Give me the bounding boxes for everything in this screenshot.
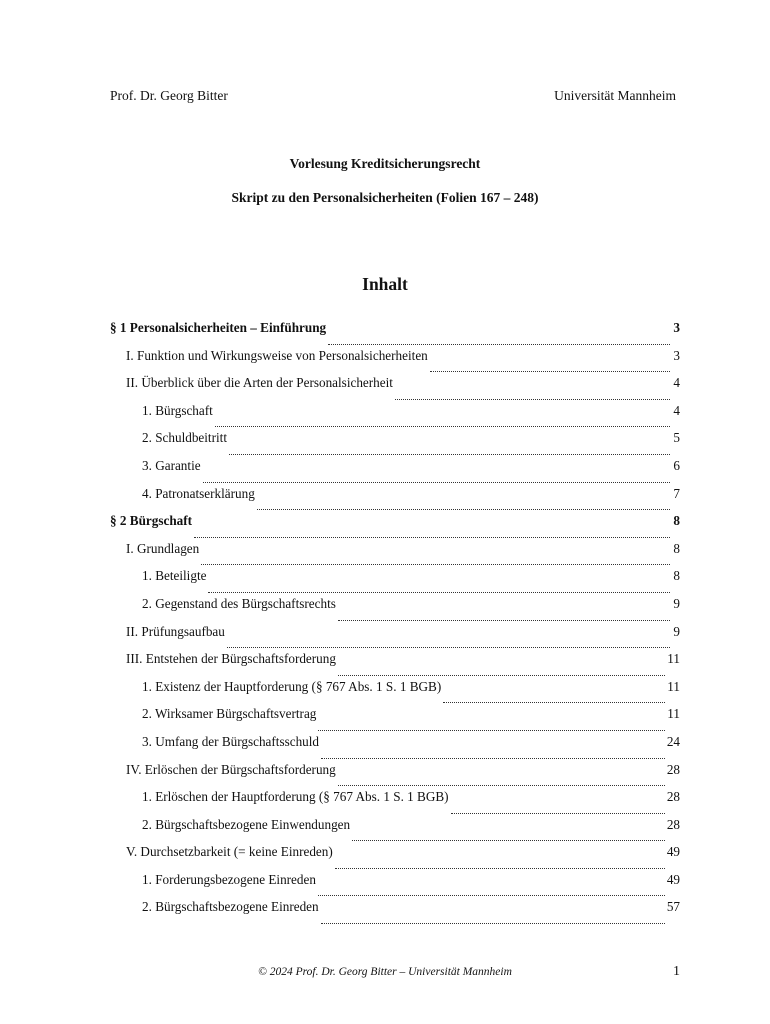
toc-dot-leader (257, 501, 670, 510)
toc-dot-leader (443, 694, 665, 703)
toc-entry[interactable] (110, 513, 680, 541)
toc-entry-label: 3. Garantie (142, 457, 201, 473)
toc-entry-label: III. Entstehen der Bürgschaftsforderung (126, 651, 336, 667)
toc-entry-page: 24 (666, 733, 680, 749)
toc-dot-leader (338, 612, 670, 621)
toc-entry-label: § 2 Bürgschaft (110, 513, 193, 529)
toc-dot-leader (352, 832, 665, 841)
toc-dot-leader (194, 529, 670, 538)
footer-copyright: © 2024 Prof. Dr. Georg Bitter – Universität Mannheim (258, 966, 512, 978)
toc-entry-label: 2. Bürgschaftsbezogene Einreden (142, 899, 319, 915)
toc-entry-label: 2. Schuldbeitritt (142, 430, 227, 446)
toc-entry-label: 1. Erlöschen der Hauptforderung (§ 767 Abs. 1 S. 1 BGB) (142, 789, 449, 805)
toc-dot-leader (208, 584, 670, 593)
toc-dot-leader (338, 667, 665, 676)
toc-dot-leader (318, 722, 665, 731)
toc-entry[interactable] (110, 817, 680, 845)
toc-entry-page: 3 (673, 347, 680, 363)
toc-entry[interactable] (110, 844, 680, 872)
toc-dot-leader (395, 391, 670, 400)
toc-entry-label: 2. Wirksamer Bürgschaftsvertrag (142, 706, 317, 722)
toc-entry[interactable] (110, 624, 680, 652)
toc-entry[interactable] (110, 679, 680, 707)
toc-entry-label: 3. Umfang der Bürgschaftsschuld (142, 733, 320, 749)
toc-entry-page: 11 (667, 706, 680, 722)
toc-dot-leader (215, 418, 670, 427)
toc-entry-page: 4 (673, 375, 680, 391)
toc-entry-label: 1. Beteiligte (142, 568, 207, 584)
table-of-contents (110, 320, 680, 927)
header-author: Prof. Dr. Georg Bitter (110, 88, 228, 103)
toc-entry[interactable] (110, 899, 680, 927)
toc-entry[interactable] (110, 706, 680, 734)
toc-entry[interactable] (110, 320, 680, 348)
toc-entry-page: 28 (666, 816, 680, 832)
toc-dot-leader (335, 860, 665, 869)
toc-entry-label: V. Durchsetzbarkeit (= keine Einreden) (126, 844, 333, 860)
toc-dot-leader (318, 888, 665, 897)
toc-entry[interactable] (110, 568, 680, 596)
toc-dot-leader (201, 556, 670, 565)
page-number: 1 (673, 964, 680, 979)
toc-entry[interactable] (110, 348, 680, 376)
toc-entry-page: 57 (666, 899, 680, 915)
toc-dot-leader (451, 805, 665, 814)
toc-entry-label: IV. Erlöschen der Bürgschaftsforderung (126, 761, 336, 777)
toc-dot-leader (430, 363, 670, 372)
toc-entry-label: I. Grundlagen (126, 540, 200, 556)
toc-entry-label: 1. Bürgschaft (142, 402, 213, 418)
script-subtitle: Skript zu den Personalsicherheiten (Folien 167 – 248) (231, 190, 539, 205)
toc-dot-leader (203, 474, 670, 483)
toc-entry-page: 9 (673, 595, 680, 611)
toc-entry-page: 8 (673, 568, 680, 584)
toc-entry-label: 2. Gegenstand des Bürgschaftsrechts (142, 595, 336, 611)
toc-entry-label: 1. Existenz der Hauptforderung (§ 767 Abs. 1 S. 1 BGB) (142, 678, 442, 694)
toc-entry-page: 3 (673, 320, 680, 335)
toc-entry-label: 2. Bürgschaftsbezogene Einwendungen (142, 816, 351, 832)
toc-entry[interactable] (110, 430, 680, 458)
toc-entry[interactable] (110, 734, 680, 762)
toc-entry-page: 28 (666, 761, 680, 777)
toc-entry[interactable] (110, 789, 680, 817)
toc-entry[interactable] (110, 872, 680, 900)
toc-dot-leader (321, 750, 665, 759)
toc-entry-page: 6 (673, 457, 680, 473)
toc-entry[interactable] (110, 596, 680, 624)
toc-entry-page: 49 (666, 844, 680, 860)
toc-entry[interactable] (110, 458, 680, 486)
page-header (110, 88, 676, 104)
toc-entry-page: 11 (667, 678, 680, 694)
toc-entry-page: 8 (673, 540, 680, 556)
lecture-title: Vorlesung Kreditsicherungsrecht (289, 156, 481, 171)
toc-entry-label: 4. Patronatserklärung (142, 485, 255, 501)
toc-entry-page: 4 (673, 402, 680, 418)
toc-dot-leader (328, 336, 670, 345)
toc-entry-label: § 1 Personalsicherheiten – Einführung (110, 320, 327, 335)
toc-entry[interactable] (110, 375, 680, 403)
toc-entry[interactable] (110, 651, 680, 679)
toc-entry-label: 1. Forderungsbezogene Einreden (142, 871, 316, 887)
toc-entry-page: 7 (673, 485, 680, 501)
toc-entry-label: I. Funktion und Wirkungsweise von Personalsicherheiten (126, 347, 428, 363)
toc-entry[interactable] (110, 403, 680, 431)
toc-entry-page: 28 (666, 789, 680, 805)
toc-entry-label: II. Überblick über die Arten der Personalsicherheit (126, 375, 393, 391)
toc-entry[interactable] (110, 486, 680, 514)
toc-dot-leader (338, 777, 665, 786)
toc-dot-leader (321, 915, 665, 924)
toc-entry-page: 49 (666, 871, 680, 887)
toc-entry-page: 9 (673, 623, 680, 639)
toc-dot-leader (227, 639, 670, 648)
toc-entry[interactable] (110, 762, 680, 790)
toc-dot-leader (229, 446, 670, 455)
toc-entry-page: 5 (673, 430, 680, 446)
header-institution: Universität Mannheim (554, 88, 676, 103)
toc-entry-page: 11 (667, 651, 680, 667)
toc-entry-label: II. Prüfungsaufbau (126, 623, 225, 639)
toc-entry-page: 8 (673, 513, 680, 529)
toc-entry[interactable] (110, 541, 680, 569)
toc-heading: Inhalt (362, 274, 408, 294)
